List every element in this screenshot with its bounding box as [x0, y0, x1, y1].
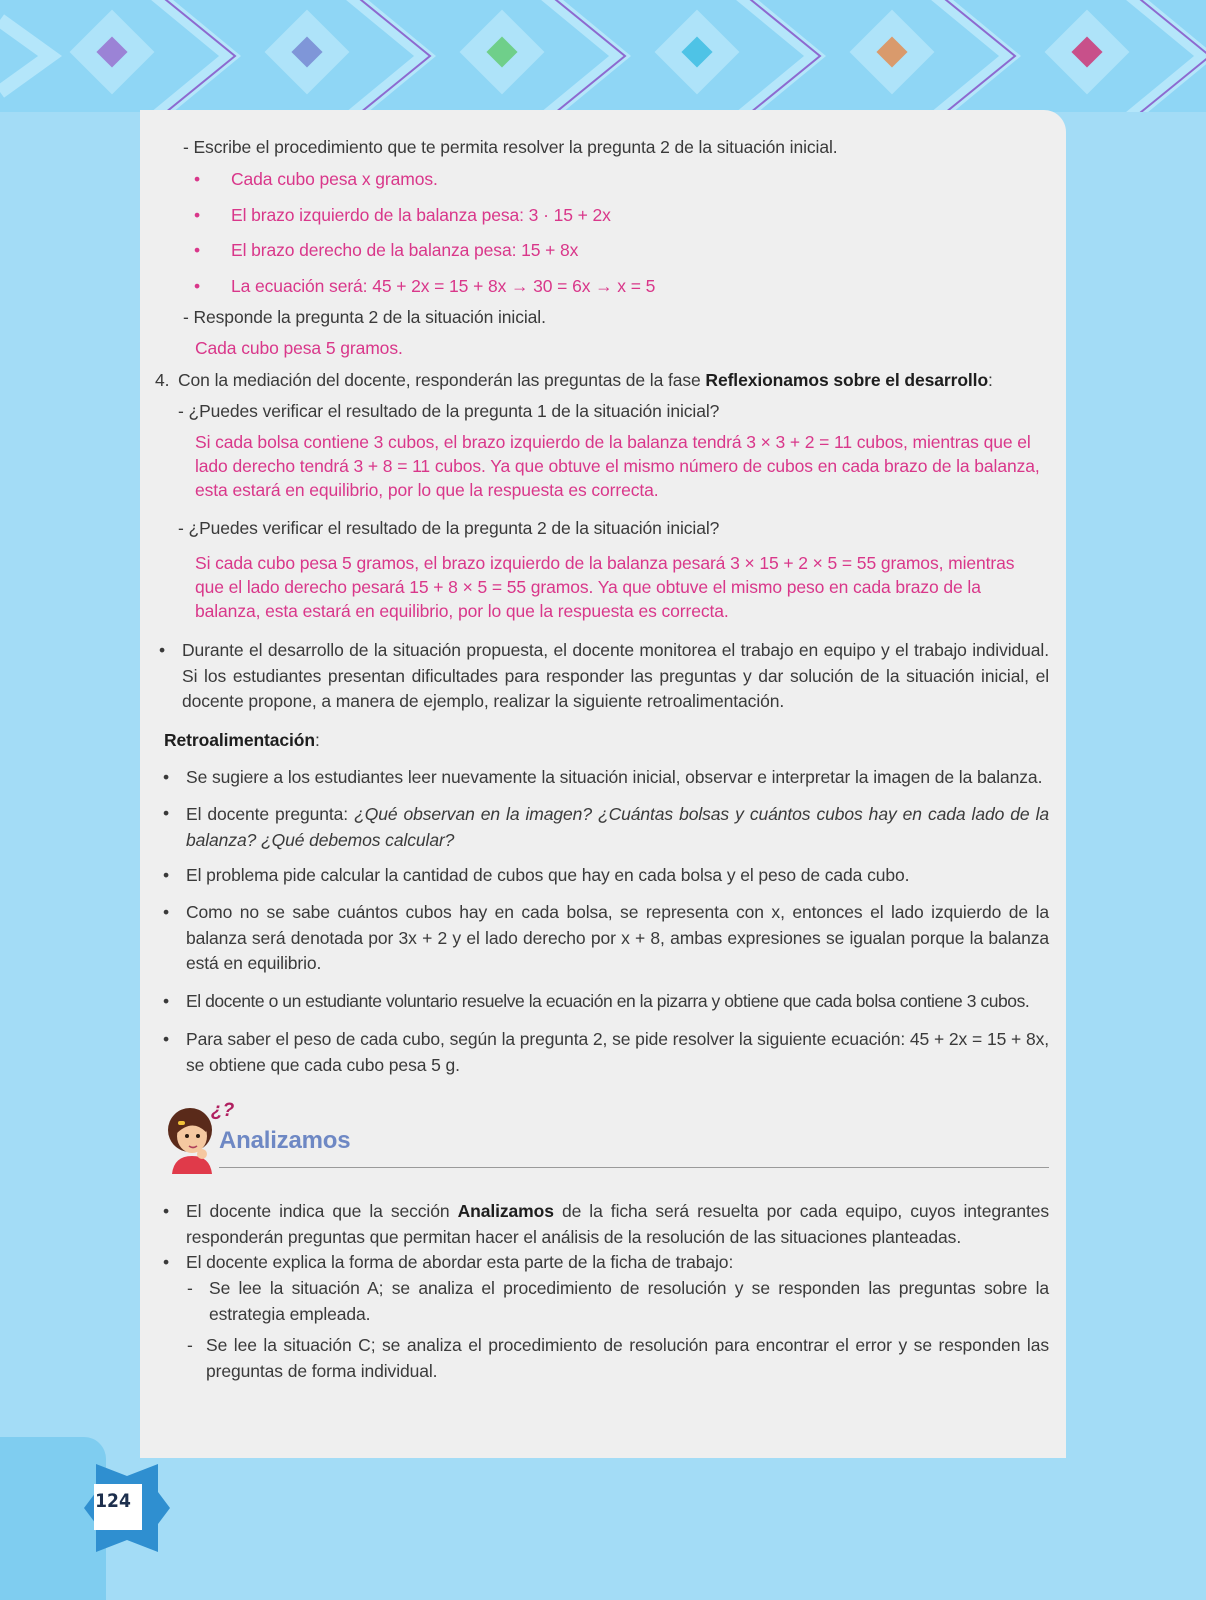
retro-bullet-2: El docente pregunta: ¿Qué observan en la imagen? ¿Cuántas bolsas y cuántos cubos hay en cada lado de la balanza? ¿Qué debemos calcular? — [186, 804, 1049, 850]
bullet-dot: • — [194, 169, 201, 189]
retro-bullet-6: Para saber el peso de cada cubo, según la pregunta 2, se pide resolver la siguiente ecuación: 45 + 2x = 15 + 8x, se obtiene que cada cubo pesa 5 g. — [186, 1029, 1049, 1075]
bullet-dot: • — [163, 1029, 170, 1049]
retro-heading: Retroalimentación: — [164, 730, 320, 750]
retro-bullet-3: El problema pide calcular la cantidad de cubos que hay en cada bolsa y el peso de cada cubo. — [186, 865, 910, 885]
bullet-dot: • — [194, 240, 201, 260]
page-number: 124 — [95, 1490, 131, 1512]
answer-bullet: El brazo derecho de la balanza pesa: 15 + 8x — [231, 240, 579, 260]
bullet-dot: • — [159, 640, 166, 660]
dash: - — [187, 1335, 193, 1355]
bullet-dot: • — [163, 767, 170, 787]
dash: - — [187, 1278, 193, 1298]
analizamos-dash-1: Se lee la situación A; se analiza el procedimiento de resolución y se responden las preguntas sobre la estrategia empleada. — [209, 1278, 1049, 1324]
answer-q2: Cada cubo pesa 5 gramos. — [195, 338, 403, 358]
answer-verify-1: Si cada bolsa contiene 3 cubos, el brazo izquierdo de la balanza tendrá 3 × 3 + 2 = 11 cubos, mientras que el lado derecho tendrá 3 + 8 = 11 cubos. Ya que obtuve el mismo número de cubos en cada brazo de la balanza, esta estará en equilibrio, por lo que la respuesta es correcta. — [195, 432, 1040, 500]
item-number: 4. — [155, 370, 170, 390]
retro-bullet-4: Como no se sabe cuántos cubos hay en cada bolsa, se representa con x, entonces el lado izquierdo de la balanza será denotada por 3x + 2 y el lado derecho por x + 8, ambas expresiones se igualan porque la balanza está en equilibrio. — [186, 902, 1049, 973]
analizamos-bullet-2: El docente explica la forma de abordar esta parte de la ficha de trabajo: — [186, 1252, 734, 1272]
analizamos-heading: Analizamos — [219, 1127, 351, 1154]
bullet-dot: • — [163, 902, 170, 922]
heading-divider — [219, 1167, 1049, 1168]
bullet-dot: • — [194, 205, 201, 225]
answer-verify-2: Si cada cubo pesa 5 gramos, el brazo izquierdo de la balanza pesará 3 × 15 + 2 × 5 = 55 gramos, mientras que el lado derecho pesará 15 + 8 × 5 = 55 gramos. Ya que obtuve el mismo peso en cada brazo de la balanza, esta estará en equilibrio, por lo que la respuesta es correcta. — [195, 553, 1015, 621]
decorative-banner — [0, 0, 1206, 112]
answer-bullet: Cada cubo pesa x gramos. — [231, 169, 438, 189]
answer-bullet: La ecuación será: 45 + 2x = 15 + 8x → 30 = 6x → x = 5 — [231, 276, 656, 296]
retro-bullet-5: El docente o un estudiante voluntario resuelve la ecuación en la pizarra y obtiene que cada bolsa contiene 3 cubos. — [186, 991, 1030, 1011]
durante-paragraph: Durante el desarrollo de la situación propuesta, el docente monitorea el trabajo en equipo y el trabajo individual. Si los estudiantes presentan dificultades para responder las preguntas y dar solución de la situación inicial, el docente propone, a manera de ejemplo, realizar la siguiente retroalimentación. — [182, 640, 1049, 711]
analizamos-bullet-1: El docente indica que la sección Analizamos de la ficha será resuelta por cada equipo, cuyos integrantes responderán preguntas que permitan hacer el análisis de la resolución de las situaciones planteadas. — [186, 1201, 1049, 1247]
question-marks: ¿? — [211, 1100, 235, 1121]
instruction-answer-q2: - Responde la pregunta 2 de la situación inicial. — [183, 307, 546, 327]
bullet-dot: • — [163, 1252, 170, 1272]
answer-bullet: El brazo izquierdo de la balanza pesa: 3 · 15 + 2x — [231, 205, 611, 225]
question-verify-1: - ¿Puedes verificar el resultado de la pregunta 1 de la situación inicial? — [178, 401, 720, 421]
retro-bullet-1: Se sugiere a los estudiantes leer nuevamente la situación inicial, observar e interpretar la imagen de la balanza. — [186, 767, 1043, 787]
bullet-dot: • — [163, 803, 170, 823]
bullet-dot: • — [163, 1201, 170, 1221]
bullet-dot: • — [163, 991, 170, 1011]
bullet-dot: • — [194, 276, 201, 296]
question-verify-2: - ¿Puedes verificar el resultado de la pregunta 2 de la situación inicial? — [178, 518, 720, 538]
instruction-procedure-q2: - Escribe el procedimiento que te permita resolver la pregunta 2 de la situación inicial. — [183, 137, 838, 157]
item4-text: Con la mediación del docente, responderán las preguntas de la fase Reflexionamos sobre el desarrollo: — [178, 370, 993, 390]
bullet-dot: • — [163, 865, 170, 885]
analizamos-dash-2: Se lee la situación C; se analiza el procedimiento de resolución para encontrar el error y se responden las preguntas de forma individual. — [206, 1335, 1049, 1381]
